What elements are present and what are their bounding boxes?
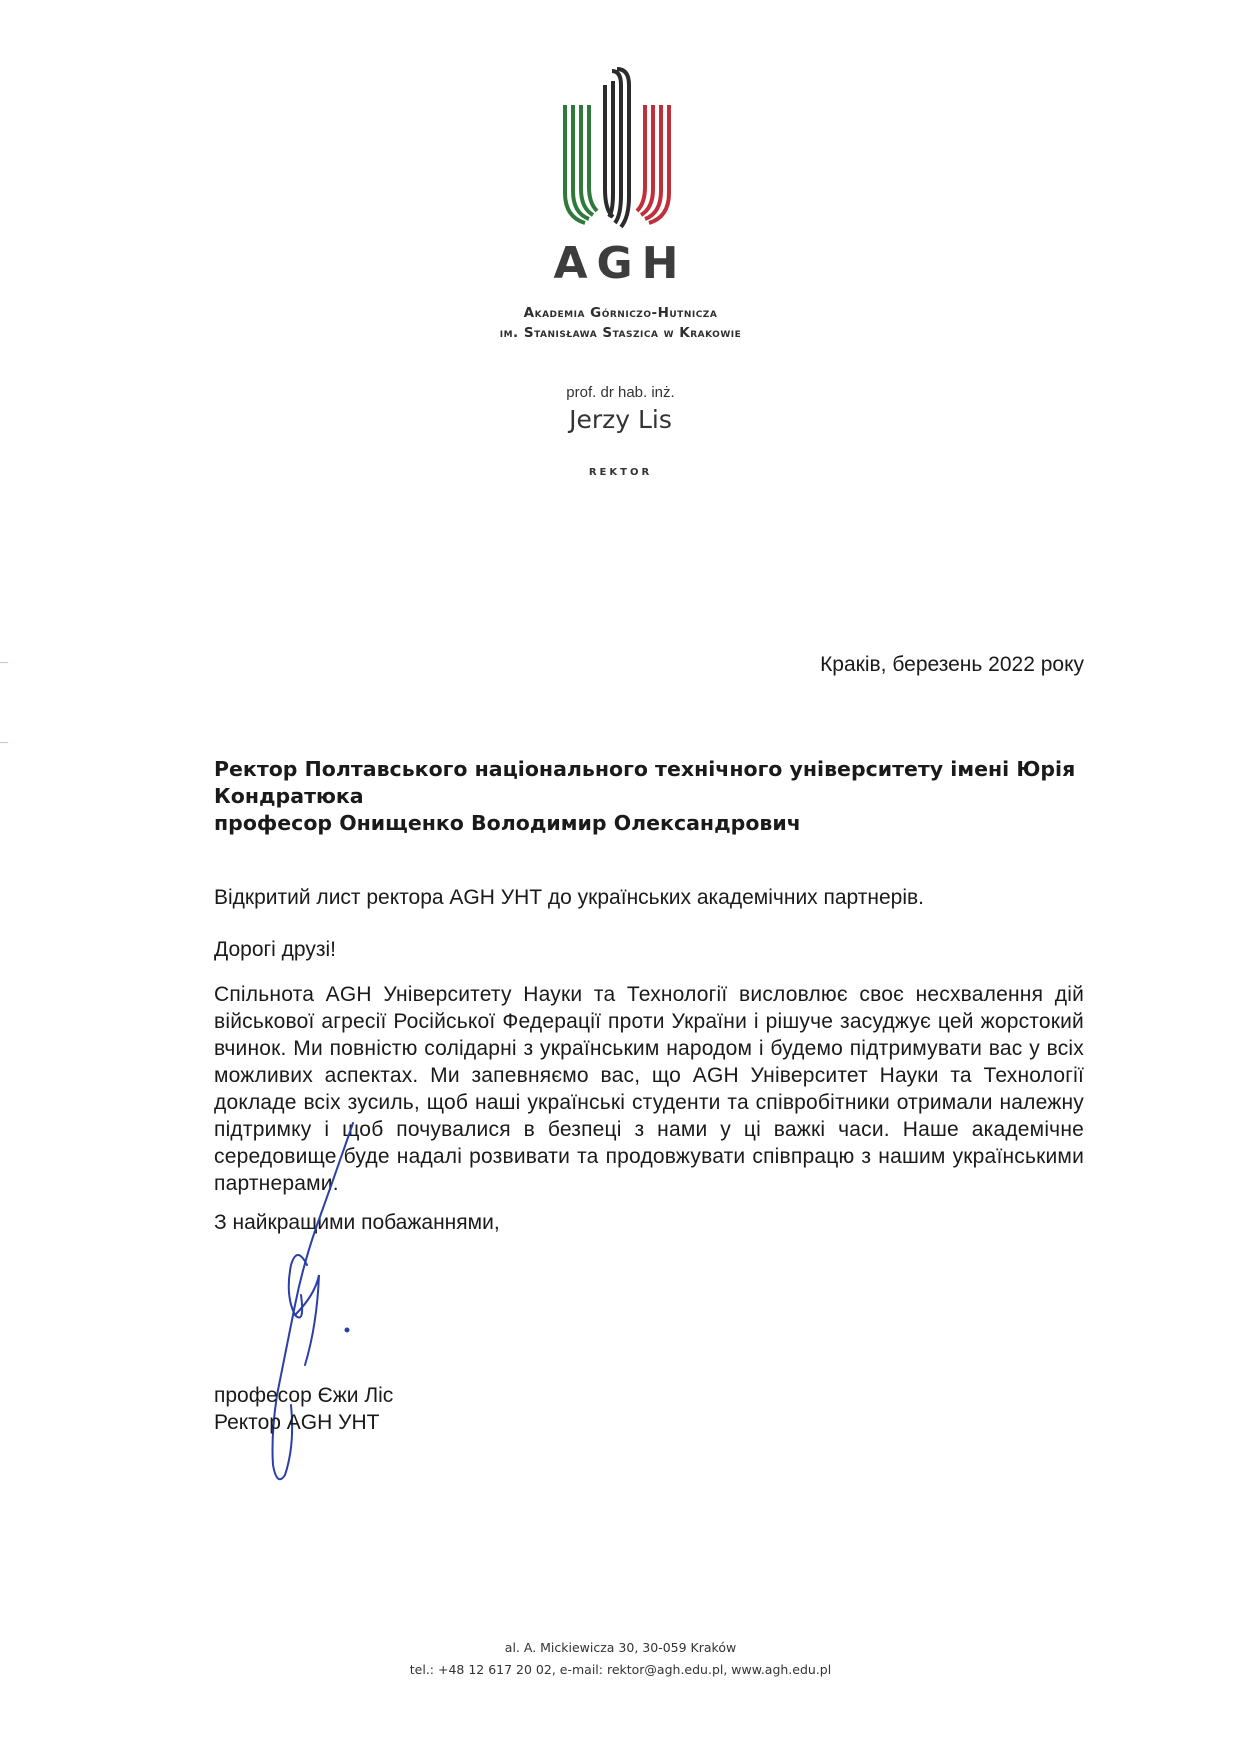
recipient-line-1: Ректор Полтавського національного технічного університету імені Юрія [214, 757, 1076, 781]
recipient-block [214, 756, 1094, 837]
margin-mark [0, 662, 8, 663]
recipient-line-3: професор Онищенко Володимир Олександрович [214, 811, 801, 835]
recipient-line-2: Кондратюка [214, 784, 364, 808]
signatory-name: професор Єжи Ліс [214, 1384, 394, 1407]
university-name-line-1: Akademia Górniczo-Hutnicza [523, 305, 718, 321]
signatory-role: Ректор AGH УНТ [214, 1411, 380, 1434]
margin-mark [0, 742, 8, 743]
letter-date: Краків, березень 2022 року [820, 653, 1084, 676]
letter-greeting: Дорогі друзі! [214, 938, 336, 961]
university-name-line-2: im. Stanisława Staszica w Krakowie [499, 325, 742, 341]
author-name: Jerzy Lis [569, 405, 672, 434]
letter-body: Спільнота AGH Університету Науки та Технології висловлює своє несхвалення дій військової агресії Російської Федерації проти України і рішуче засуджує цей жорстокий вчинок. Ми повністю солідарні з українським народом і будемо підтримувати вас у всіх можливих аспектах. Ми запевняємо вас, що AGH Університет Науки та Технології докладе всіх зусиль, щоб наші українські студенти та співробітники отримали належну підтримку і щоб почувалися в безпеці з нами у ці важкі часи. Наше академічне середовище буде надалі розвивати та продовжувати співпрацю з нашим українськими партнерами. [214, 983, 1084, 1195]
author-role: REKTOR [588, 467, 653, 478]
footer-contact: tel.: +48 12 617 20 02, e-mail: rektor@agh.edu.pl, www.agh.edu.pl [409, 1662, 832, 1677]
footer-address: al. A. Mickiewicza 30, 30-059 Kraków [504, 1640, 737, 1655]
author-academic-title: prof. dr hab. inż. [566, 384, 675, 401]
logo-wordmark: AGH [553, 238, 688, 289]
agh-logo-icon [555, 65, 685, 235]
letter-closing: З найкращими побажаннями, [214, 1211, 500, 1234]
letter-subject: Відкритий лист ректора AGH УНТ до українських академічних партнерів. [214, 886, 925, 909]
handwritten-signature-icon [255, 1115, 375, 1495]
